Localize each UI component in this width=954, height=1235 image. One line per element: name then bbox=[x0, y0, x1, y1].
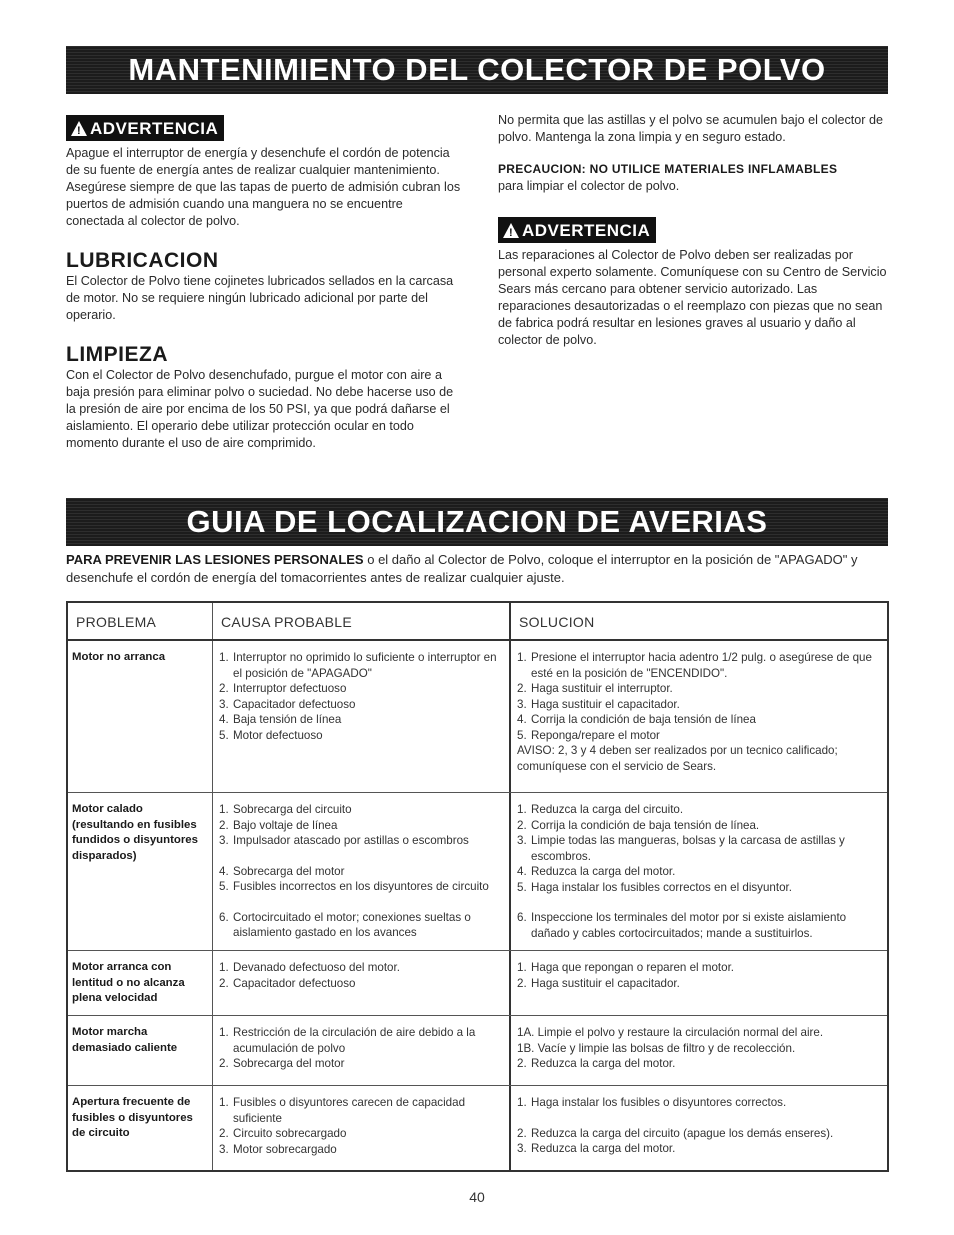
item-number: 2. bbox=[517, 682, 527, 695]
list-item bbox=[517, 1025, 883, 1041]
item-text: Haga sustituir el capacitador. bbox=[531, 697, 680, 711]
item-number: 1. bbox=[219, 1026, 229, 1039]
list-item bbox=[517, 833, 883, 864]
warning-label: ADVERTENCIA bbox=[522, 220, 651, 240]
warning-badge bbox=[498, 217, 656, 243]
item-text: Baja tensión de línea bbox=[233, 713, 342, 726]
list-item bbox=[517, 880, 883, 896]
item-number: 2. bbox=[517, 1126, 527, 1140]
item-number: 3. bbox=[219, 1142, 229, 1156]
item-text: Reduzca la carga del motor. bbox=[531, 1057, 676, 1070]
item-text: Devanado defectuoso del motor. bbox=[233, 961, 400, 974]
warning-badge bbox=[66, 115, 224, 141]
item-text: Haga que repongan o reparen el motor. bbox=[531, 961, 735, 974]
list-item bbox=[219, 1025, 505, 1056]
item-number: 1. bbox=[219, 1096, 229, 1109]
item-text: Interruptor no oprimido lo suficiente o interruptor en el posición de "APAGADO" bbox=[233, 651, 497, 680]
item-number: 1. bbox=[219, 961, 229, 974]
left-column bbox=[66, 115, 461, 452]
item-text: Corrija la condición de baja tensión de línea bbox=[531, 713, 756, 726]
cause-cell bbox=[213, 951, 511, 1015]
cause-cell bbox=[213, 1016, 511, 1085]
table-body bbox=[68, 641, 887, 1170]
item-number: 2. bbox=[219, 1057, 229, 1070]
item-number: 3. bbox=[517, 697, 527, 711]
list-item bbox=[517, 1126, 883, 1142]
item-text: Haga sustituir el interruptor. bbox=[531, 682, 673, 695]
list-item bbox=[219, 976, 505, 992]
item-text: Presione el interruptor hacia adentro 1/2 pulg. o asegúrese de que esté en la posición de "ENCENDIDO". bbox=[531, 651, 872, 680]
section-title: GUIA DE LOCALIZACION DE AVERIAS bbox=[186, 504, 768, 539]
item-number: 6. bbox=[517, 911, 527, 924]
item-number: 2. bbox=[517, 976, 527, 990]
solution-cell bbox=[511, 641, 887, 792]
list-item bbox=[219, 681, 505, 697]
caution-label: PRECAUCION: NO UTILICE MATERIALES INFLAMABLES bbox=[498, 162, 838, 176]
item-text: Reduzca la carga del circuito. bbox=[531, 803, 684, 816]
list-item bbox=[219, 818, 505, 834]
item-text: Capacitador defectuoso bbox=[233, 697, 356, 711]
list-item bbox=[517, 728, 883, 744]
table-row bbox=[68, 1016, 887, 1086]
item-text: Fusibles o disyuntores carecen de capacidad suficiente bbox=[233, 1096, 466, 1125]
intro-bold: PARA PREVENIR LAS LESIONES PERSONALES bbox=[66, 552, 364, 567]
item-number: 1. bbox=[517, 651, 527, 664]
list-item bbox=[517, 1141, 883, 1157]
section-banner-maintenance bbox=[66, 46, 888, 94]
table-header bbox=[68, 603, 887, 641]
header-cause: CAUSA PROBABLE bbox=[213, 603, 511, 639]
list-item bbox=[219, 910, 505, 941]
list-item bbox=[517, 697, 883, 713]
item-number: 5. bbox=[517, 880, 527, 894]
page-number: 40 bbox=[469, 1189, 485, 1205]
table-row bbox=[68, 641, 887, 793]
table-row bbox=[68, 793, 887, 951]
lubrication-heading: LUBRICACION bbox=[66, 249, 219, 272]
list-item bbox=[219, 1142, 505, 1158]
item-number: 5. bbox=[219, 880, 229, 893]
item-number: 6. bbox=[219, 910, 229, 924]
solution-cell bbox=[511, 793, 887, 950]
item-text: Capacitador defectuoso bbox=[233, 976, 356, 990]
accumulation-note: No permita que las astillas y el polvo se acumulen bajo el colector de polvo. Mantenga la zona limpia y en seguro estado. bbox=[498, 113, 884, 144]
list-item bbox=[219, 879, 505, 895]
section-banner-troubleshooting bbox=[66, 498, 888, 546]
item-number: 3. bbox=[517, 834, 527, 847]
item-text: Impulsador atascado por astillas o escombros bbox=[233, 834, 469, 847]
warning-text: Apague el interruptor de energía y desenchufe el cordón de potencia de su fuente de energía antes de realizar cualquier mantenimiento. Asegúrese siempre de que las tapas de puerto de admisión cubran los puertos de admisión cuando una manguera no se encuentre conectada al colector de polvo. bbox=[66, 146, 461, 228]
item-text: Sobrecarga del motor bbox=[233, 1057, 345, 1070]
header-solution: SOLUCION bbox=[519, 614, 595, 630]
problem-cell: Motor no arranca bbox=[68, 641, 213, 792]
item-text: Haga instalar los fusibles o disyuntores correctos. bbox=[531, 1096, 787, 1109]
list-item bbox=[219, 728, 505, 744]
list-item bbox=[219, 697, 505, 713]
item-text: Limpie todas las mangueras, bolsas y la carcasa de astillas y escombros. bbox=[531, 834, 845, 863]
list-item bbox=[517, 976, 883, 992]
item-number: 2. bbox=[517, 818, 527, 832]
solution-cell bbox=[511, 1016, 887, 1085]
item-number: 2. bbox=[517, 1057, 527, 1070]
item-text: Haga instalar los fusibles correctos en el disyuntor. bbox=[531, 880, 792, 894]
list-item bbox=[517, 650, 883, 681]
warning-label: ADVERTENCIA bbox=[90, 118, 219, 138]
troubleshooting-table bbox=[66, 601, 889, 1172]
item-text: Motor defectuoso bbox=[233, 728, 323, 742]
list-item bbox=[219, 1095, 505, 1126]
cause-cell bbox=[213, 641, 511, 792]
item-text: AVISO: 2, 3 y 4 deben ser realizados por un tecnico calificado; comuníquese con el servicio de Sears. bbox=[517, 744, 838, 773]
section-title: MANTENIMIENTO DEL COLECTOR DE POLVO bbox=[128, 52, 826, 87]
item-text: Interruptor defectuoso bbox=[233, 682, 347, 695]
item-number: 2. bbox=[219, 682, 229, 695]
header-problem: PROBLEMA bbox=[68, 603, 213, 639]
item-number: 5. bbox=[219, 728, 229, 742]
item-text: Reduzca la carga del circuito (apague los demás enseres). bbox=[531, 1126, 834, 1140]
item-number: 3. bbox=[517, 1142, 527, 1155]
list-item bbox=[219, 864, 505, 880]
problem-cell: Motor marcha demasiado caliente bbox=[68, 1016, 213, 1085]
cleaning-heading: LIMPIEZA bbox=[66, 343, 168, 366]
list-item bbox=[219, 1126, 505, 1142]
caution-text: para limpiar el colector de polvo. bbox=[498, 179, 680, 193]
list-item bbox=[517, 1056, 883, 1072]
right-column bbox=[498, 112, 893, 349]
intro-text: o el daño al Colector de Polvo, coloque el interruptor en la posición de "APAGADO" y desenchufe el cordón de energía del tomacorrientes antes de realizar cualquier ajuste. bbox=[66, 552, 858, 585]
cause-cell bbox=[213, 793, 511, 950]
item-number: 1. bbox=[517, 803, 527, 816]
troubleshooting-intro bbox=[66, 551, 888, 587]
problem-cell: Apertura frecuente de fusibles o disyuntores de circuito bbox=[68, 1086, 213, 1170]
list-item bbox=[517, 864, 883, 880]
item-number: 4. bbox=[517, 713, 527, 726]
table-row bbox=[68, 1086, 887, 1170]
item-text: Sobrecarga del motor bbox=[233, 864, 345, 878]
item-number: 4. bbox=[219, 864, 229, 878]
item-number: 1. bbox=[219, 651, 229, 664]
list-item bbox=[219, 802, 505, 818]
list-item bbox=[517, 960, 883, 976]
item-text: Reduzca la carga del motor. bbox=[531, 1142, 676, 1155]
list-item bbox=[517, 712, 883, 728]
item-text: Restricción de la circulación de aire debido a la acumulación de polvo bbox=[233, 1026, 476, 1055]
list-item bbox=[517, 743, 883, 774]
problem-cell: Motor calado (resultando en fusibles fundidos o disyuntores disparados) bbox=[68, 793, 213, 950]
list-item bbox=[219, 712, 505, 728]
item-text: 1B. Vacíe y limpie las bolsas de filtro y de recolección. bbox=[517, 1041, 796, 1055]
item-text: Reduzca la carga del motor. bbox=[531, 865, 676, 878]
problem-cell: Motor arranca con lentitud o no alcanza plena velocidad bbox=[68, 951, 213, 1015]
warning-triangle-icon bbox=[503, 223, 519, 238]
table-row bbox=[68, 951, 887, 1016]
list-item bbox=[517, 818, 883, 834]
item-text: Reponga/repare el motor bbox=[531, 728, 660, 742]
item-text: Corrija la condición de baja tensión de línea. bbox=[531, 818, 760, 832]
item-number: 1. bbox=[517, 961, 527, 974]
list-item bbox=[219, 650, 505, 681]
item-number: 5. bbox=[517, 728, 527, 742]
item-text: Inspeccione los terminales del motor por si existe aislamiento dañado y cables cortocircuitados; mande a sustituirlos. bbox=[531, 911, 847, 940]
item-number: 3. bbox=[219, 834, 229, 847]
item-text: Haga sustituir el capacitador. bbox=[531, 976, 680, 990]
cause-cell bbox=[213, 1086, 511, 1170]
list-item bbox=[517, 802, 883, 818]
solution-cell bbox=[511, 1086, 887, 1170]
list-item bbox=[517, 1041, 883, 1057]
item-number: 1. bbox=[517, 1096, 527, 1109]
item-number: 2. bbox=[219, 976, 229, 990]
list-item bbox=[219, 960, 505, 976]
list-item bbox=[517, 681, 883, 697]
item-number: 4. bbox=[219, 713, 229, 726]
item-text: 1A. Limpie el polvo y restaure la circulación normal del aire. bbox=[517, 1026, 824, 1039]
item-text: Fusibles incorrectos en los disyuntores de circuito bbox=[233, 880, 489, 893]
repair-warning-text: Las reparaciones al Colector de Polvo deben ser realizadas por personal experto solamente. Comuníquese con su Centro de Servicio Sears más cercano para obtener servicio autorizado. Las reparaciones desautorizadas o el reemplazo con piezas que no sean de fabrica podrá resultar en lesiones graves al usuario y daño al colector de polvo. bbox=[498, 248, 887, 347]
item-number: 3. bbox=[219, 697, 229, 711]
list-item bbox=[219, 833, 505, 849]
item-number: 2. bbox=[219, 818, 229, 832]
item-text: Motor sobrecargado bbox=[233, 1142, 337, 1156]
item-text: Bajo voltaje de línea bbox=[233, 818, 338, 832]
item-number: 1. bbox=[219, 803, 229, 816]
list-item bbox=[517, 1095, 883, 1111]
list-item bbox=[219, 1056, 505, 1072]
item-text: Cortocircuitado el motor; conexiones sueltas o aislamiento gastado en los avances bbox=[233, 910, 471, 939]
item-number: 2. bbox=[219, 1127, 229, 1140]
solution-cell bbox=[511, 951, 887, 1015]
item-text: Circuito sobrecargado bbox=[233, 1127, 347, 1140]
list-item bbox=[517, 910, 883, 941]
warning-triangle-icon bbox=[71, 121, 87, 136]
item-text: Sobrecarga del circuito bbox=[233, 803, 352, 816]
cleaning-text: Con el Colector de Polvo desenchufado, purgue el motor con aire a baja presión para eliminar polvo o suciedad. No debe hacerse uso de la presión de aire por encima de los 50 PSI, ya que podrá dañarse el aislamiento. El operario debe utilizar protección ocular en todo momento durante el uso de aire comprimido. bbox=[66, 368, 454, 450]
item-number: 4. bbox=[517, 865, 527, 878]
lubrication-text: El Colector de Polvo tiene cojinetes lubricados sellados en la carcasa de motor. No se requiere ningún lubricado adicional por parte del operario. bbox=[66, 274, 454, 322]
